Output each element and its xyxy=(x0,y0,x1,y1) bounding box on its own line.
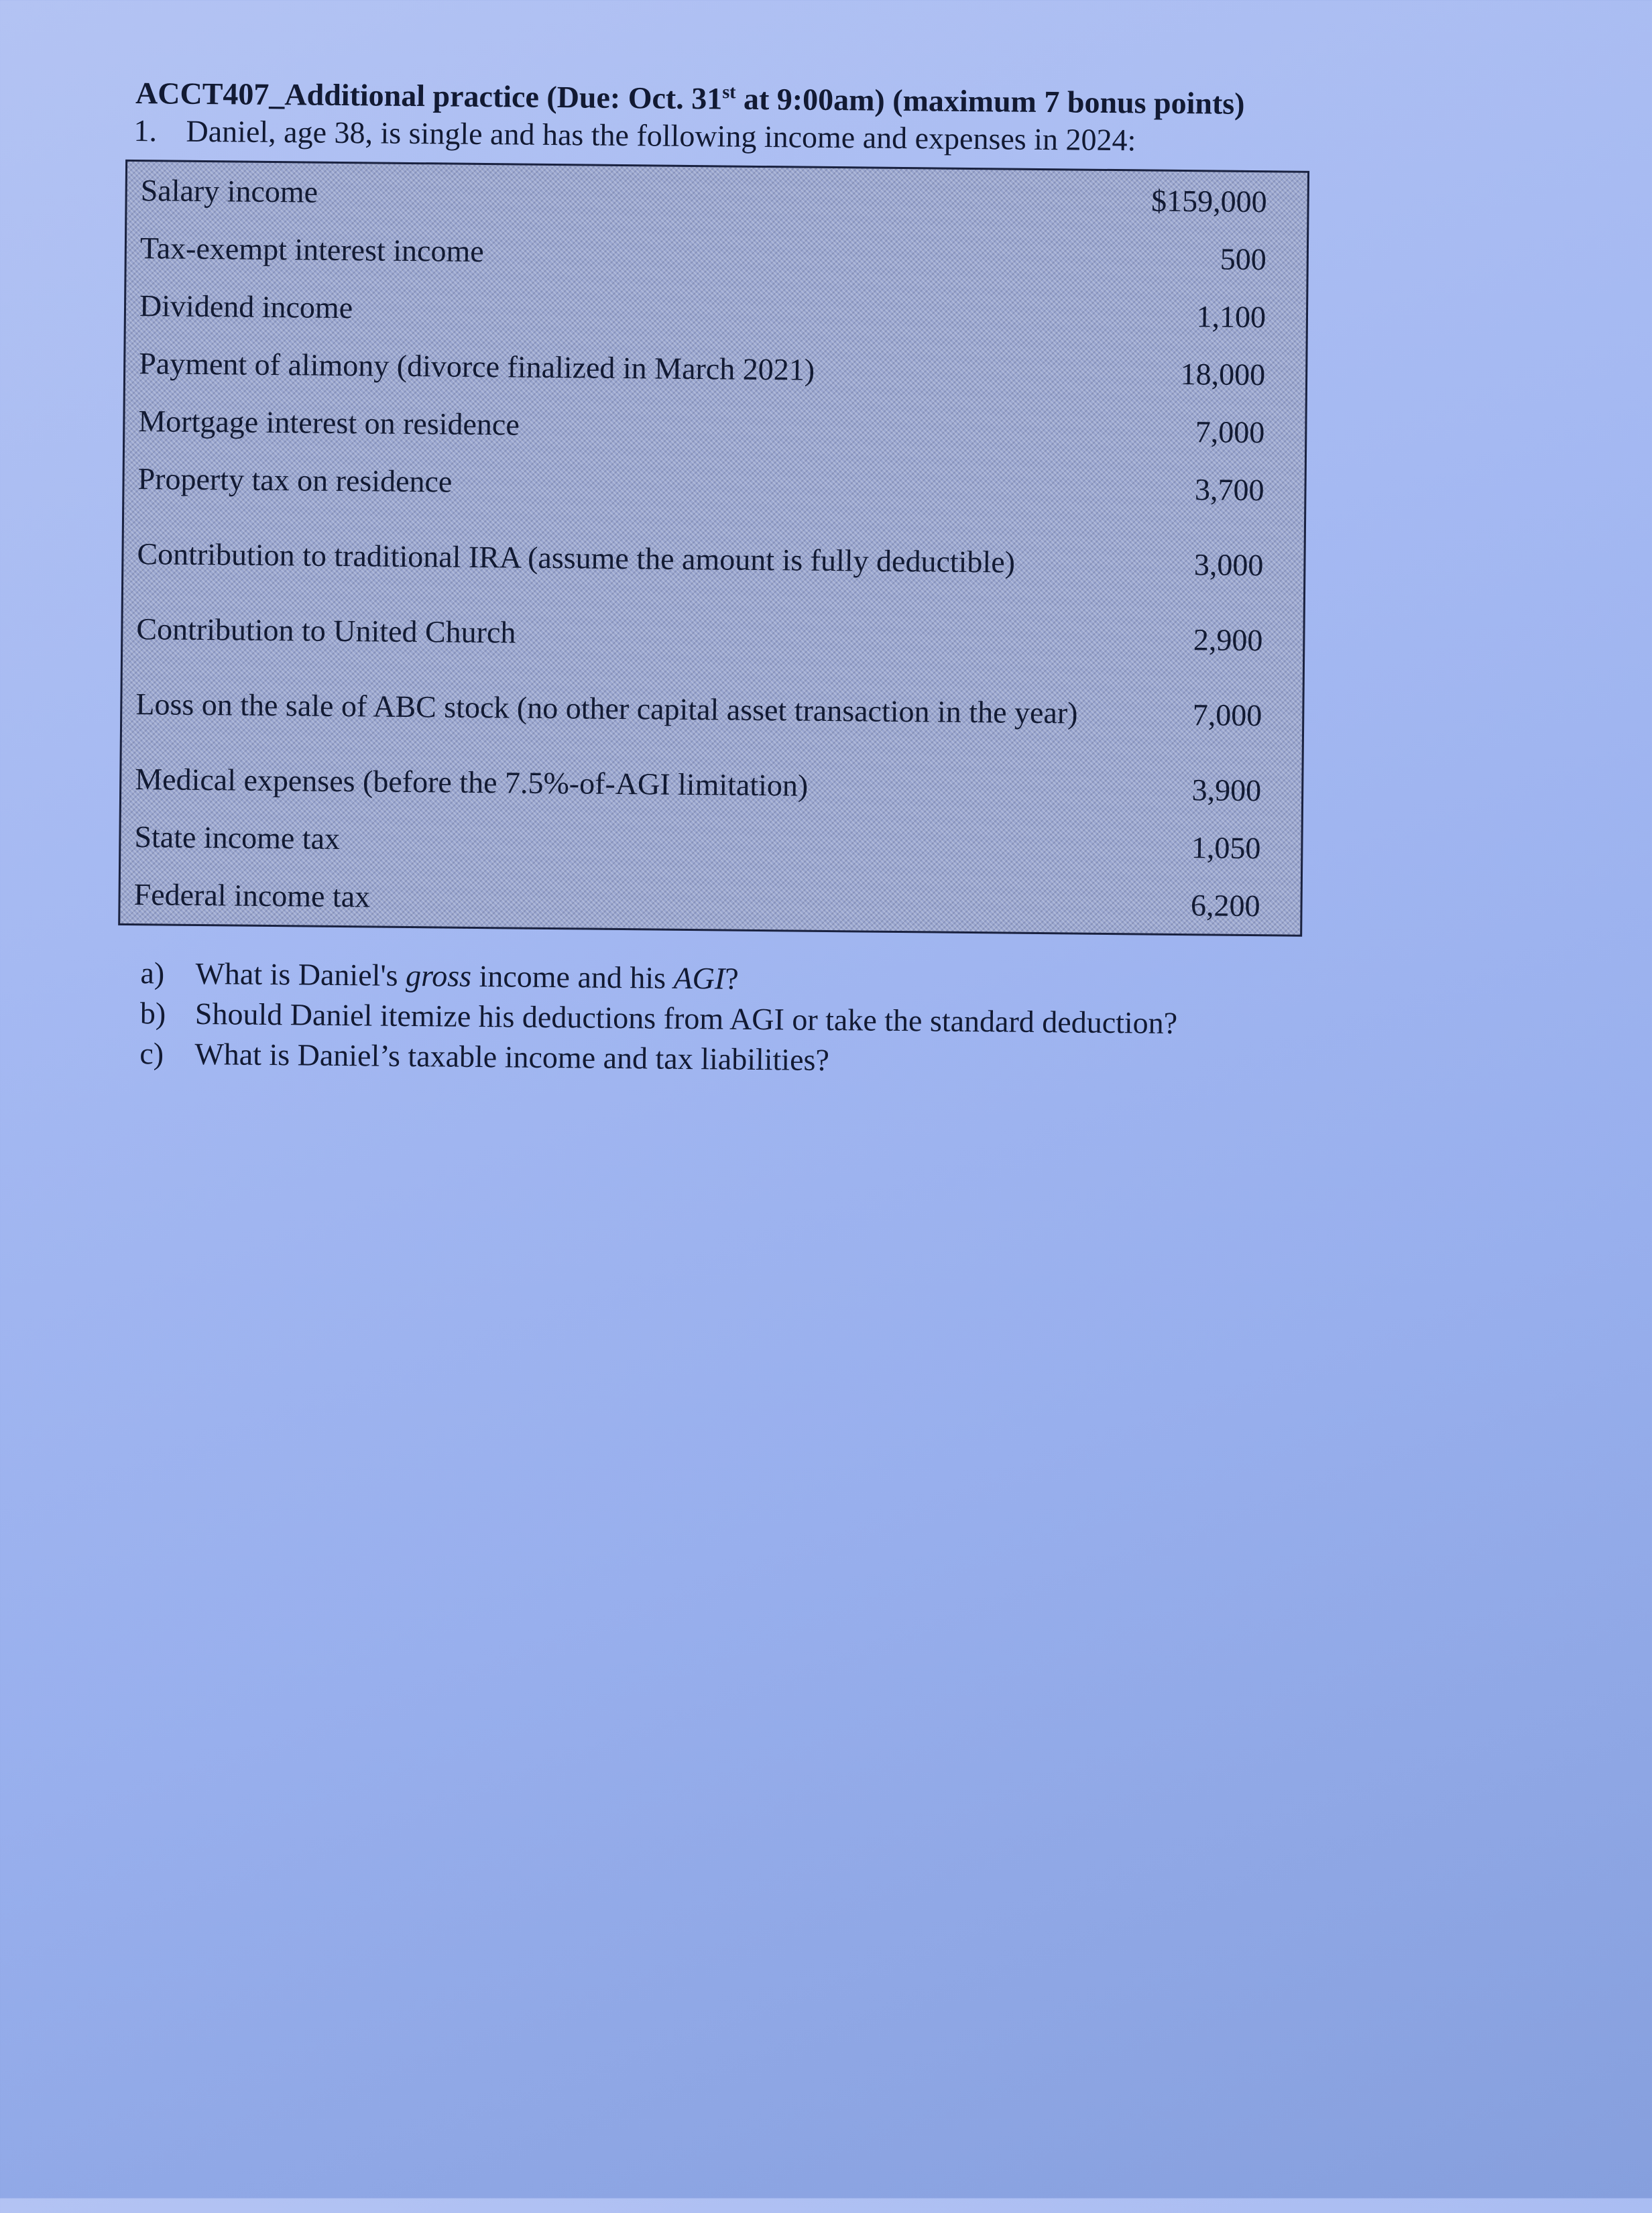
subquestion-marker: b) xyxy=(139,995,166,1031)
row-amount: $159,000 xyxy=(1150,183,1267,219)
row-label: Dividend income xyxy=(139,288,353,325)
subquestion-text: Should Daniel itemize his deductions from AGI or take the standard deduction? xyxy=(194,996,1178,1040)
title-suffix: at 9:00am) (maximum 7 bonus points) xyxy=(735,81,1245,121)
row-amount: 1,050 xyxy=(1191,830,1261,865)
text-part: What is Daniel's xyxy=(195,956,406,992)
subquestion-marker: a) xyxy=(140,955,165,990)
row-amount: 2,900 xyxy=(1193,622,1263,657)
subquestion-list xyxy=(139,952,1178,1083)
text-part: income and his xyxy=(471,958,674,995)
subquestion-text: What is Daniel’s taxable income and tax liabilities? xyxy=(194,1036,830,1077)
table-row xyxy=(121,750,1302,819)
row-label: Mortgage interest on residence xyxy=(138,404,520,442)
row-label: Payment of alimony (divorce finalized in March 2021) xyxy=(138,346,815,387)
question-text: Daniel, age 38, is single and has the following income and expenses in 2024: xyxy=(186,113,1136,158)
table-row xyxy=(123,600,1303,669)
subquestion-text xyxy=(195,955,739,996)
row-label: Contribution to United Church xyxy=(136,612,516,650)
row-label: Property tax on residence xyxy=(137,461,453,499)
row-amount: 3,900 xyxy=(1191,772,1262,807)
row-label: Medical expenses (before the 7.5%-of-AGI limitation) xyxy=(135,762,809,803)
table-row xyxy=(120,866,1301,935)
question-number: 1. xyxy=(133,113,158,148)
row-amount: 500 xyxy=(1220,241,1267,276)
row-amount: 3,700 xyxy=(1194,471,1264,507)
row-label: State income tax xyxy=(134,819,341,856)
row-amount: 6,200 xyxy=(1190,887,1260,923)
table-row xyxy=(125,392,1305,461)
emphasis-agi: AGI xyxy=(673,960,725,996)
table-row xyxy=(121,808,1301,877)
row-label: Federal income tax xyxy=(133,877,371,914)
table-row xyxy=(127,162,1307,231)
table-row xyxy=(126,277,1307,346)
text-part: ? xyxy=(724,961,739,996)
table-row xyxy=(124,450,1305,519)
table-row xyxy=(126,219,1307,288)
table-row xyxy=(125,335,1306,404)
title-superscript: st xyxy=(722,82,736,103)
row-label: Salary income xyxy=(140,173,318,209)
title-prefix: ACCT407_Additional practice (Due: Oct. 31 xyxy=(135,76,723,116)
row-amount: 7,000 xyxy=(1195,414,1265,449)
row-amount: 3,000 xyxy=(1193,547,1264,582)
emphasis-gross: gross xyxy=(405,958,472,993)
row-label: Tax-exempt interest income xyxy=(139,231,484,269)
row-amount: 1,100 xyxy=(1196,298,1266,334)
income-expense-table xyxy=(118,160,1309,937)
row-label: Loss on the sale of ABC stock (no other capital asset transaction in the year) xyxy=(135,687,1078,730)
row-amount: 7,000 xyxy=(1192,697,1262,732)
row-label: Contribution to traditional IRA (assume the amount is fully deductible) xyxy=(137,536,1016,579)
table-row xyxy=(123,508,1304,612)
table-row xyxy=(122,658,1303,762)
question-1-intro xyxy=(133,113,1136,158)
subquestion-marker: c) xyxy=(139,1035,164,1070)
row-amount: 18,000 xyxy=(1180,356,1266,392)
